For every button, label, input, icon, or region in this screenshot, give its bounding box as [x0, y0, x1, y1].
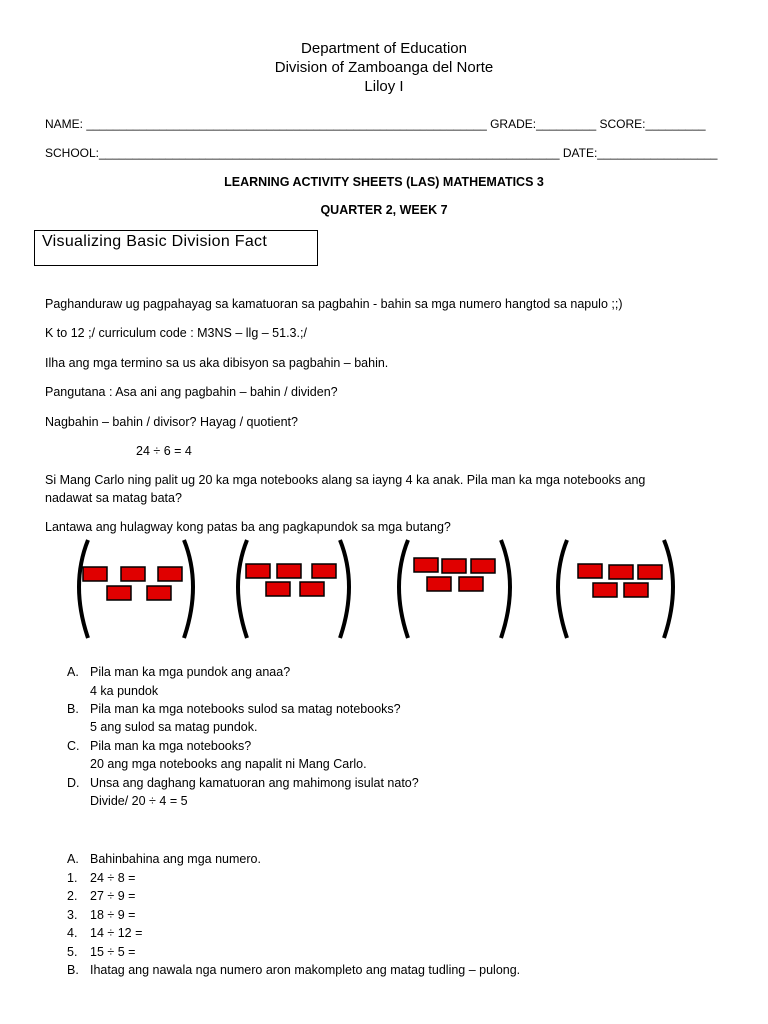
example-equation: 24 ÷ 6 = 4: [136, 444, 192, 458]
name-grade-score-line: NAME: ____________________________________________________________ GRADE:_________ SCORE:_________: [45, 117, 706, 131]
notebook-icon: [266, 582, 290, 596]
notebook-icon: [300, 582, 324, 596]
header-department: Department of Education: [301, 40, 467, 57]
group-bracket-left: [238, 540, 247, 638]
answer-a: 4 ka pundok: [90, 684, 159, 698]
group-bracket-left: [79, 540, 88, 638]
exercise-item-marker: 2.: [67, 889, 78, 903]
question-c: Pila man ka mga notebooks?: [90, 739, 252, 753]
look-prompt: Lantawa ang hulagway kong patas ba ang pagkapundok sa mga butang?: [45, 520, 451, 534]
notebook-icon: [593, 583, 617, 597]
exercise-item-marker: 5.: [67, 945, 78, 959]
notebook-icon: [158, 567, 182, 581]
question-d-marker: D.: [67, 776, 80, 790]
exercise-item-marker: 4.: [67, 926, 78, 940]
notebook-icon: [442, 559, 466, 573]
exercise-b-title: Ihatag ang nawala nga numero aron makompleto ang matag tudling – pulong.: [90, 963, 521, 977]
question-b: Pila man ka mga notebooks sulod sa matag notebooks?: [90, 702, 401, 716]
story-problem-line2: nadawat sa matag bata?: [45, 491, 182, 505]
exercise-item-marker: 1.: [67, 871, 78, 885]
notebook-icon: [578, 564, 602, 578]
group-bracket-left: [558, 540, 567, 638]
notebook-icon: [83, 567, 107, 581]
question-c-marker: C.: [67, 739, 80, 753]
notebook-icon: [121, 567, 145, 581]
lesson-title-box: [34, 230, 318, 266]
exercise-item-marker: 3.: [67, 908, 78, 922]
terms-paragraph: Ilha ang mga termino sa us aka dibisyon sa pagbahin – bahin.: [45, 356, 389, 370]
story-problem-line1: Si Mang Carlo ning palit ug 20 ka mga notebooks alang sa iayng 4 ka anak. Pila man ka mga notebooks ang: [45, 473, 646, 487]
question-dividend: Pangutana : Asa ani ang pagbahin – bahin / dividen?: [45, 385, 338, 399]
exercise-a-marker: A.: [67, 852, 79, 866]
intro-paragraph: Paghanduraw ug pagpahayag sa kamatuoran sa pagbahin - bahin sa mga numero hangtod sa napulo ;;): [45, 297, 623, 311]
question-d: Unsa ang daghang kamatuoran ang mahimong isulat nato?: [90, 776, 419, 790]
notebook-icon: [609, 565, 633, 579]
group-bracket-right: [184, 540, 193, 638]
group-bracket-right: [501, 540, 510, 638]
notebook-icon: [638, 565, 662, 579]
notebook-icon: [414, 558, 438, 572]
notebook-icon: [107, 586, 131, 600]
exercise-a-title: Bahinbahina ang mga numero.: [90, 852, 261, 866]
quarter-title: QUARTER 2, WEEK 7: [320, 203, 448, 217]
question-a: Pila man ka mga pundok ang anaa?: [90, 665, 291, 679]
answer-d: Divide/ 20 ÷ 4 = 5: [90, 794, 188, 808]
notebook-icon: [471, 559, 495, 573]
answer-c: 20 ang mga notebooks ang napalit ni Mang Carlo.: [90, 757, 367, 771]
answer-b: 5 ang sulod sa matag pundok.: [90, 720, 258, 734]
school-date-line: SCHOOL:_____________________________________________________________________ DATE:__________________: [45, 146, 718, 160]
notebook-icon: [246, 564, 270, 578]
notebook-icon: [459, 577, 483, 591]
exercise-item: 15 ÷ 5 =: [90, 945, 136, 959]
exercise-b-marker: B.: [67, 963, 79, 977]
lesson-title: Visualizing Basic Division Fact: [42, 233, 268, 250]
question-divisor-quotient: Nagbahin – bahin / divisor? Hayag / quotient?: [45, 415, 298, 429]
exercise-item: 24 ÷ 8 =: [90, 871, 136, 885]
notebook-icon: [147, 586, 171, 600]
header-district: Liloy I: [364, 78, 404, 95]
notebook-icon: [427, 577, 451, 591]
notebook-icon: [312, 564, 336, 578]
exercise-item: 18 ÷ 9 =: [90, 908, 136, 922]
notebook-icon: [277, 564, 301, 578]
notebook-groups-illustration: [0, 530, 768, 648]
question-b-marker: B.: [67, 702, 79, 716]
header-division: Division of Zamboanga del Norte: [274, 59, 494, 76]
notebook-icon: [624, 583, 648, 597]
group-bracket-left: [399, 540, 408, 638]
group-bracket-right: [340, 540, 349, 638]
question-a-marker: A.: [67, 665, 79, 679]
exercise-item: 27 ÷ 9 =: [90, 889, 136, 903]
las-title: LEARNING ACTIVITY SHEETS (LAS) MATHEMATICS 3: [224, 175, 544, 189]
exercise-item: 14 ÷ 12 =: [90, 926, 143, 940]
curriculum-code: K to 12 ;/ curriculum code : M3NS – llg – 51.3.;/: [45, 326, 307, 340]
group-bracket-right: [664, 540, 673, 638]
